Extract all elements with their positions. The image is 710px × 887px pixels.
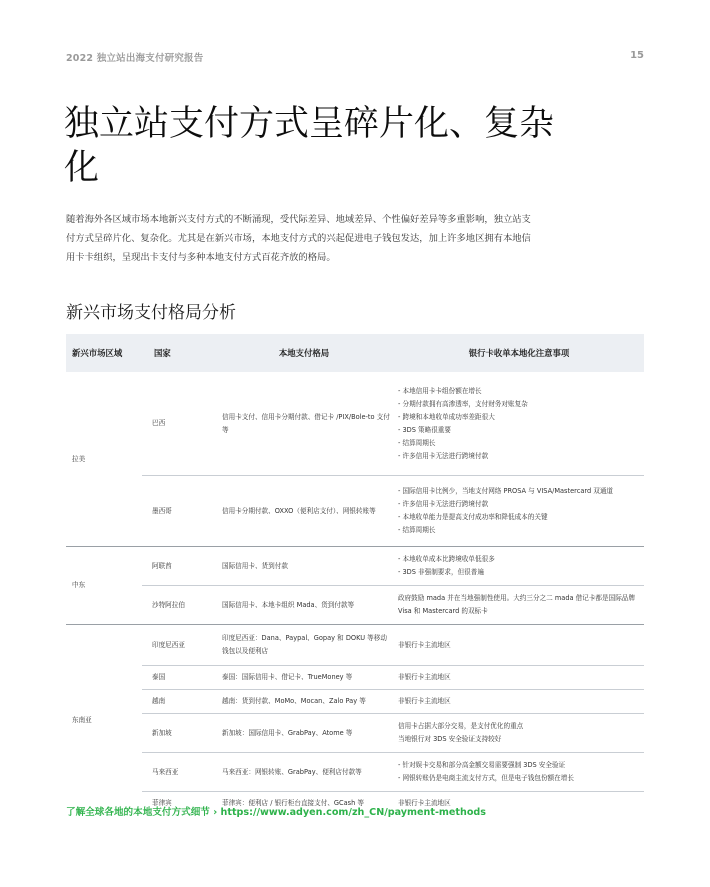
bank-notes-cell [394,476,644,547]
note-line: - 本地收单能力是提高支付成功率和降低成本的关键 [398,513,548,521]
table-row [66,586,644,625]
table-row [66,547,644,586]
country-cell: 阿联酋 [152,561,172,570]
table-header-row [66,334,644,372]
table-row [66,625,644,666]
local-payment-cell: 新加坡：国际信用卡、GrabPay、Atome 等 [214,714,394,753]
country-cell: 印度尼西亚 [152,640,185,649]
payment-methods-link[interactable]: 了解全球各地的本地支付方式细节 › https://www.adyen.com/zh_CN/payment-methods [66,807,487,818]
table-row [66,666,644,690]
note-line: - 网银转账仍是电商主流支付方式，但是电子钱包份额在增长 [398,774,574,782]
bank-notes-cell [394,690,644,714]
note-line: - 结算周期长 [398,438,436,447]
note-line: - 许多信用卡无法进行跨境付款 [398,451,489,460]
country-cell: 马来西亚 [142,753,214,792]
column-header-local-payment: 本地支付格局 [214,334,394,372]
report-title: 2022 独立站出海支付研究报告 [66,53,204,64]
bank-notes-cell [394,753,644,792]
bank-notes-cell [394,547,644,586]
note-line: - 跨境和本地收单成功率差距很大 [398,412,495,421]
note-line: - 针对娱卡交易和部分高金额交易需要强制 3DS 安全验证 [398,761,566,769]
local-payment-cell: 马来西亚：网银转账、GrabPay、便利店付款等 [214,753,394,792]
column-header-bank-notes: 银行卡收单本地化注意事项 [394,334,644,372]
country-cell: 新加坡 [142,714,214,753]
note-line: Visa 和 Mastercard 的双标卡 [398,607,488,615]
column-header-country: 国家 [142,334,214,372]
page-number: 15 [630,50,644,61]
local-payment-cell: 泰国：国际信用卡、借记卡、TrueMoney 等 [214,666,394,690]
column-header-region: 新兴市场区域 [66,334,142,372]
local-payment-cell: 国际信用卡、本地卡组织 Mada、货到付款等 [214,586,394,625]
bank-notes-cell [394,666,644,690]
table-row [66,476,644,547]
note-line: 信用卡占据大部分交易，是支付优化的重点 [398,722,524,730]
note-line: - 3DS 非强制要求，但很普遍 [398,568,484,576]
country-cell: 菲律宾 [142,792,214,816]
note-line: - 国际信用卡比例少，当地支付网络 PROSA 与 VISA/Mastercard 双通道 [398,487,614,495]
country-cell: 泰国 [142,666,214,690]
note-line: 非银行卡主流地区 [398,799,451,807]
table-row [66,690,644,714]
note-line: 非银行卡主流地区 [398,673,451,681]
section-title: 新兴市场支付格局分析 [66,303,236,323]
note-line: - 结算周期长 [398,526,436,534]
note-line: 当地银行对 3DS 安全验证支持较好 [398,735,502,743]
note-line: - 3DS 策略很重要 [398,425,451,434]
table-row [66,372,644,476]
country-cell: 巴西 [152,419,166,427]
table-row [66,753,644,792]
country-cell: 沙特阿拉伯 [142,586,214,625]
intro-paragraph: 随着海外各区域市场本地新兴支付方式的不断涌现，受代际差异、地域差异、个性偏好差异等多重影响，独立站支付方式呈碎片化、复杂化。尤其是在新兴市场，本地支付方式的兴起促进电子钱包发达，加上许多地区拥有本地信用卡卡组织，呈现出卡支付与多种本地支付方式百花齐放的格局。 [66,214,531,263]
bank-notes-cell [394,625,644,666]
local-payment-cell: 信用卡支付、信用卡分期付款、借记卡 /PIX/Bole-to 支付等 [222,412,390,434]
note-line: - 许多信用卡无法进行跨境付款 [398,500,489,508]
note-line: 非银行卡主流地区 [398,697,451,705]
note-line: 政府鼓励 mada 并在当地强制性使用。大约三分之二 mada 借记卡都是国际品牌 [398,594,635,602]
local-payment-cell: 菲律宾：便利店 / 银行柜台直接支付、GCash 等 [214,792,394,816]
region-cell: 中东 [66,547,142,625]
region-cell: 拉美 [66,372,142,547]
bank-notes-cell [394,714,644,753]
bank-notes-cell [394,586,644,625]
note-line: - 本地收单成本比跨境收单低很多 [398,555,495,563]
note-line: - 本地信用卡卡组份额在增长 [398,386,482,395]
region-cell: 东南亚 [72,715,92,724]
bank-notes-cell [394,372,644,476]
local-payment-cell: 印度尼西亚：Dana、Paypal、Gopay 和 DOKU 等移动钱包以及便利店 [222,634,387,655]
note-line: 非银行卡主流地区 [398,640,451,649]
local-payment-cell: 信用卡分期付款、OXXO（便利店支付）、网银转账等 [214,476,394,547]
page-title: 独立站支付方式呈碎片化、复杂化 [64,104,555,188]
country-cell: 墨西哥 [142,476,214,547]
note-line: - 分期付款拥有高渗透率，支付财务对账复杂 [398,399,528,408]
local-payment-cell: 越南：货到付款、MoMo、Mocan、Zalo Pay 等 [214,690,394,714]
local-payment-cell: 国际信用卡、货到付款 [222,561,288,570]
payment-landscape-table [66,334,644,815]
country-cell: 越南 [142,690,214,714]
table-row [66,714,644,753]
